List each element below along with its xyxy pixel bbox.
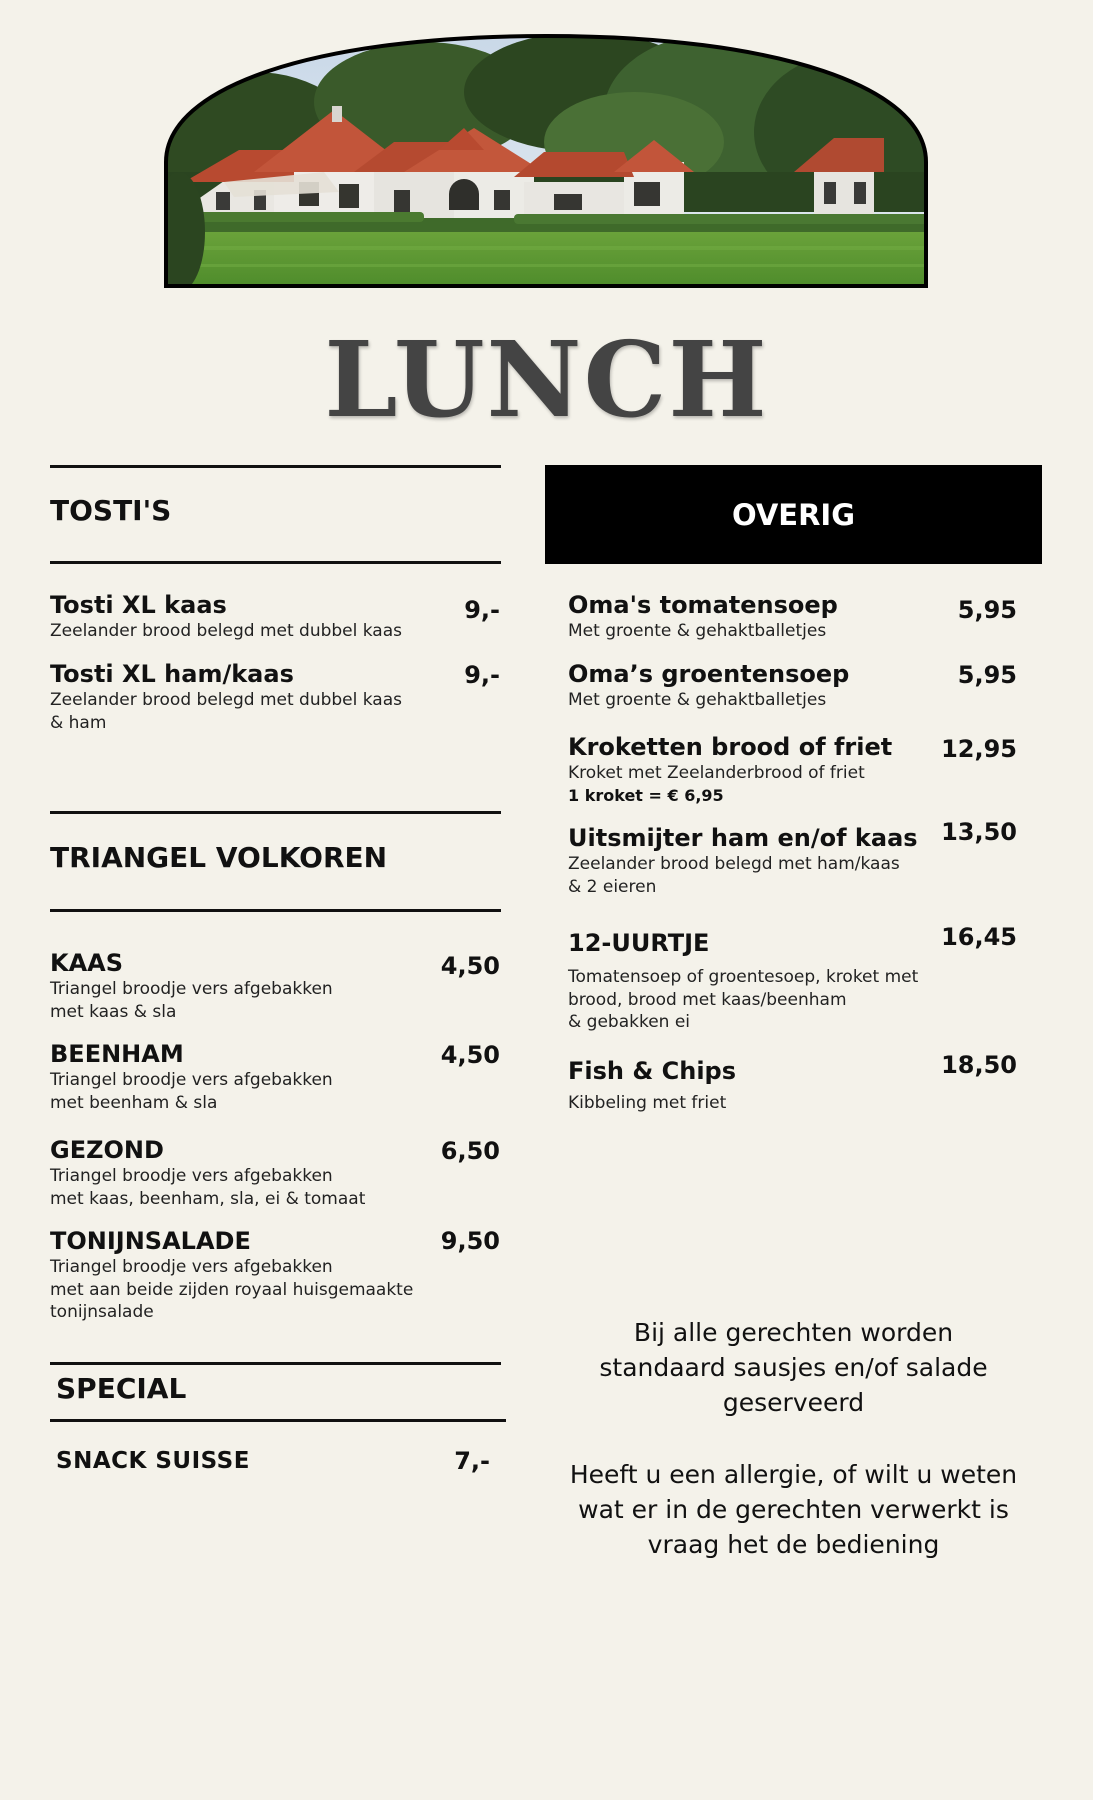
item-price: 9,50 (440, 1227, 500, 1255)
item-description: Zeelander brood belegd met dubbel kaas (50, 620, 403, 641)
menu-item (568, 825, 948, 898)
section-title-special: SPECIAL (56, 1372, 187, 1405)
item-price: 16,45 (941, 923, 1017, 951)
page-title: LUNCH (324, 318, 769, 441)
menu-item (50, 950, 430, 1023)
divider (50, 811, 501, 814)
divider (50, 465, 501, 468)
menu-item (568, 661, 948, 712)
item-price: 12,95 (941, 735, 1017, 763)
info-line: standaard sausjes en/of salade (599, 1353, 988, 1382)
item-name: KAAS (50, 949, 124, 977)
item-description: met beenham & sla (50, 1092, 218, 1113)
item-note: 1 kroket = € 6,95 (568, 785, 724, 805)
item-description: & 2 eieren (568, 876, 657, 897)
item-price: 13,50 (941, 818, 1017, 846)
item-name: Uitsmijter ham en/of kaas (568, 824, 918, 852)
item-name: Kroketten brood of friet (568, 733, 893, 761)
item-price: 4,50 (440, 1041, 500, 1069)
item-description: tonijnsalade (50, 1302, 154, 1323)
info-line: wat er in de gerechten verwerkt is (578, 1495, 1009, 1524)
item-price: 18,50 (941, 1051, 1017, 1079)
item-name: Oma’s groentensoep (568, 660, 850, 688)
item-description: Triangel broodje vers afgebakken (50, 978, 333, 999)
item-price: 5,95 (957, 661, 1017, 689)
item-name: TONIJNSALADE (50, 1227, 251, 1255)
divider (50, 909, 501, 912)
item-description: Triangel broodje vers afgebakken (50, 1256, 333, 1277)
item-description: Met groente & gehaktballetjes (568, 689, 827, 710)
item-price: 9,- (464, 661, 500, 689)
item-description: met kaas, beenham, sla, ei & tomaat (50, 1188, 366, 1209)
item-name: Fish & Chips (568, 1057, 737, 1085)
menu-item (50, 661, 430, 734)
item-name: Oma's tomatensoep (568, 591, 838, 619)
info-line: Heeft u een allergie, of wilt u weten (569, 1460, 1018, 1489)
item-price: 4,50 (440, 952, 500, 980)
divider (50, 1419, 506, 1422)
item-price: 5,95 (957, 596, 1017, 624)
item-description: Kibbeling met friet (568, 1092, 727, 1113)
item-description: & ham (50, 712, 107, 733)
divider (50, 561, 501, 564)
item-description: met aan beide zijden royaal huisgemaakte (50, 1279, 414, 1300)
section-title-tostis: TOSTI'S (50, 494, 172, 527)
item-description: met kaas & sla (50, 1001, 177, 1022)
menu-item (50, 1137, 450, 1210)
item-description: & gebakken ei (568, 1012, 691, 1033)
menu-item (568, 734, 948, 807)
item-name: BEENHAM (50, 1040, 184, 1068)
menu-item (568, 592, 948, 643)
section-title-triangel: TRIANGEL VOLKOREN (50, 841, 388, 874)
item-price: 9,- (464, 596, 500, 624)
section-title-overig: OVERIG (731, 497, 856, 532)
item-name: GEZOND (50, 1136, 164, 1164)
item-description: Triangel broodje vers afgebakken (50, 1165, 333, 1186)
menu-item (50, 1041, 430, 1114)
info-text-sauces (560, 1315, 1027, 1420)
menu-item (568, 1058, 948, 1115)
menu-item (568, 930, 948, 1034)
info-line: geserveerd (722, 1388, 865, 1417)
item-description: Kroket met Zeelanderbrood of friet (568, 762, 865, 783)
item-price: 6,50 (440, 1137, 500, 1165)
info-line: Bij alle gerechten worden (633, 1318, 954, 1347)
item-description: Tomatensoep of groentesoep, kroket met (568, 966, 919, 987)
info-line: vraag het de bediening (647, 1530, 940, 1559)
item-description: Zeelander brood belegd met dubbel kaas (50, 689, 403, 710)
item-name: Tosti XL kaas (50, 591, 227, 619)
item-description: Triangel broodje vers afgebakken (50, 1069, 333, 1090)
menu-item (50, 592, 430, 643)
item-name: 12-UURTJE (568, 929, 710, 957)
item-price: 7,- (454, 1447, 490, 1475)
info-text-allergy (560, 1457, 1027, 1562)
restaurant-photo (164, 32, 928, 288)
section-header-overig (545, 465, 1042, 564)
item-description: brood, brood met kaas/beenham (568, 989, 847, 1010)
item-description: Zeelander brood belegd met ham/kaas (568, 853, 900, 874)
divider (50, 1362, 501, 1365)
item-name: Tosti XL ham/kaas (50, 660, 294, 688)
item-name: SNACK SUISSE (56, 1448, 250, 1474)
item-description: Met groente & gehaktballetjes (568, 620, 827, 641)
